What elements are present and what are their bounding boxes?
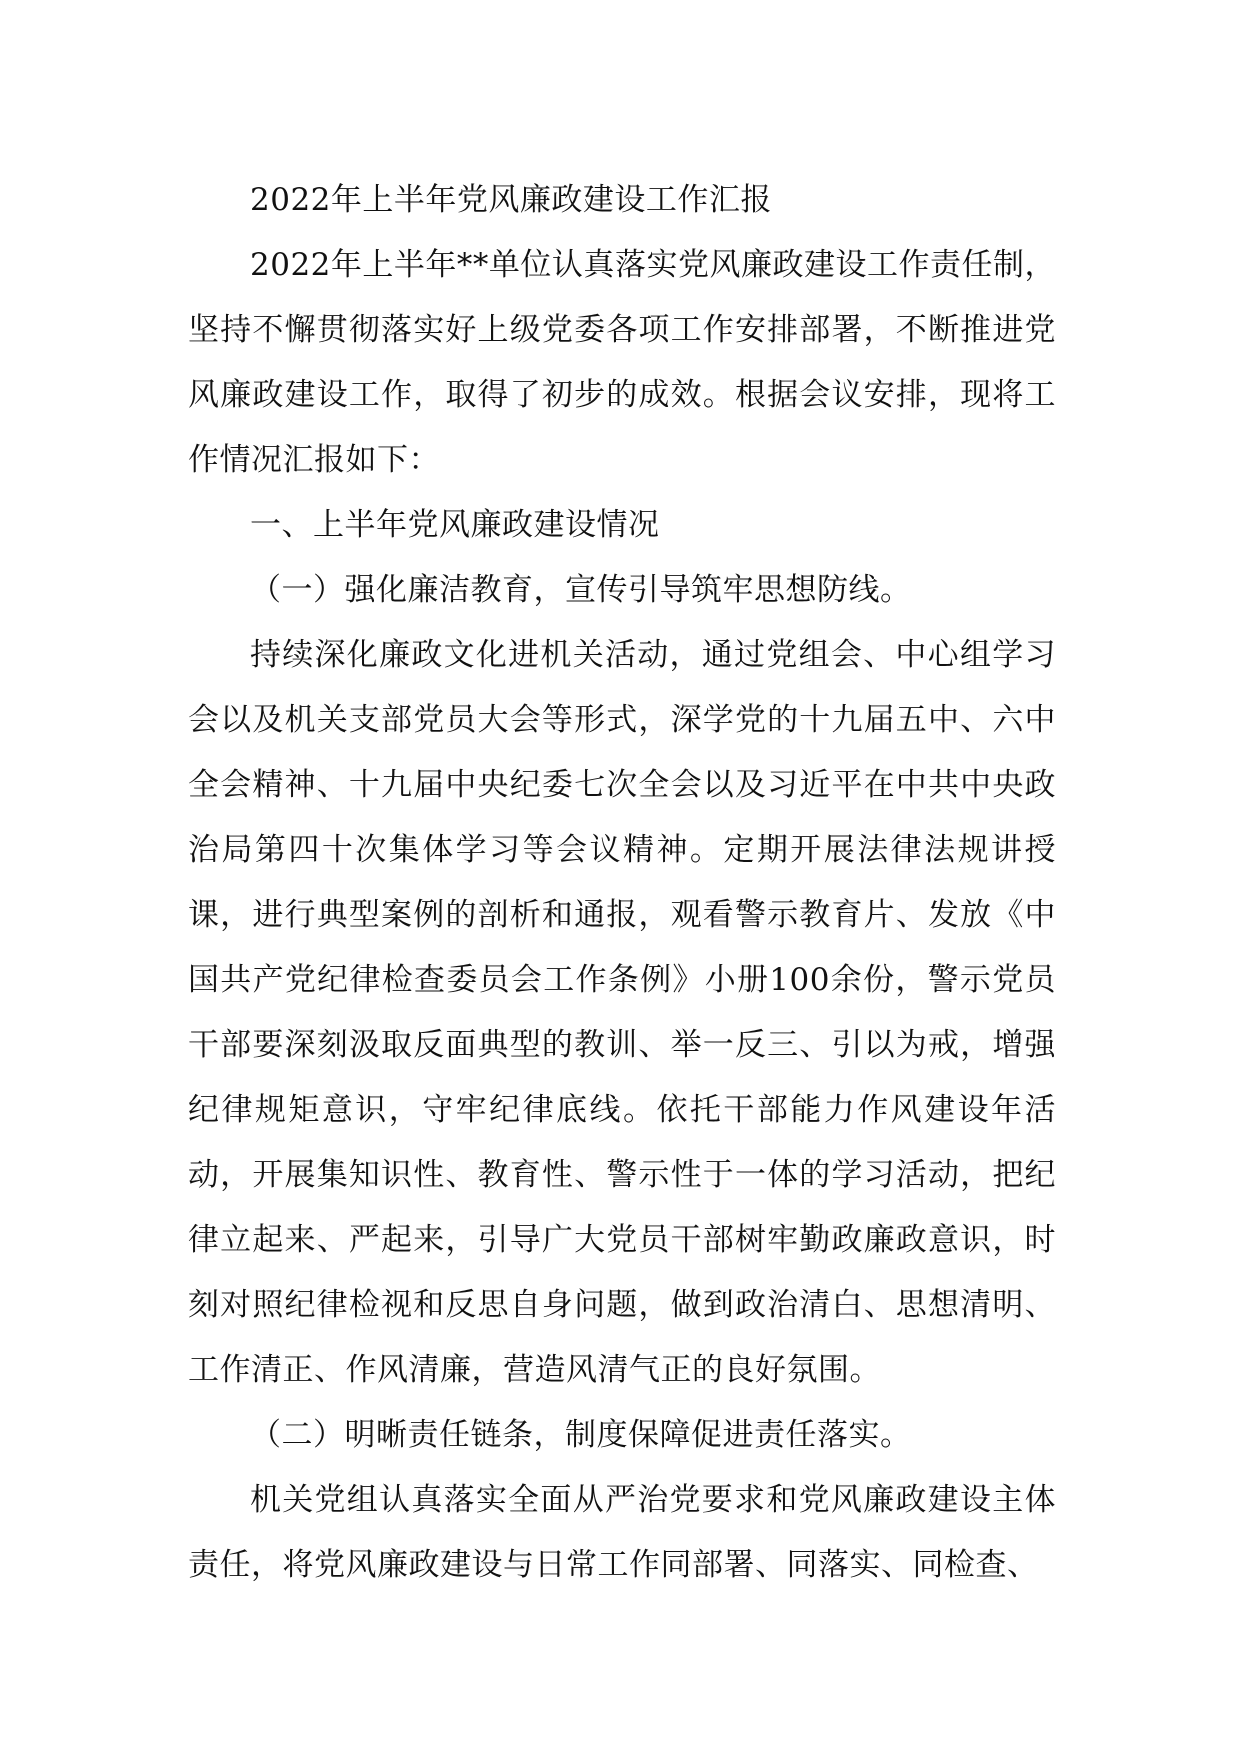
section-heading-1: 一、上半年党风廉政建设情况 [250,507,660,543]
subsection-heading-2: （二）明晰责任链条，制度保障促进责任落实。 [250,1417,912,1453]
document-body [188,168,1056,1598]
subsection-body-1: 持续深化廉政文化进机关活动，通过党组会、中心组学习会以及机关支部党员大会等形式，深学党的十九届五中、六中全会精神、十九届中央纪委七次全会以及习近平在中共中央政治局第四十次集体学习等会议精神。定期开展法律法规讲授课，进行典型案例的剖析和通报，观看警示教育片、发放《中国共产党纪律检查委员会工作条例》小册100余份，警示党员干部要深刻汲取反面典型的教训、举一反三、引以为戒，增强纪律规矩意识，守牢纪律底线。依托干部能力作风建设年活动，开展集知识性、教育性、警示性于一体的学习活动，把纪律立起来、严起来，引导广大党员干部树牢勤政廉政意识，时刻对照纪律检视和反思自身问题，做到政治清白、思想清明、工作清正、作风清廉，营造风清气正的良好氛围。 [188,637,1056,1388]
subsection-heading-1: （一）强化廉洁教育，宣传引导筑牢思想防线。 [250,572,912,608]
subsection-body-2: 机关党组认真落实全面从严治党要求和党风廉政建设主体责任，将党风廉政建设与日常工作同部署、同落实、同检查、 [188,1482,1056,1583]
intro-paragraph: 2022年上半年**单位认真落实党风廉政建设工作责任制，坚持不懈贯彻落实好上级党委各项工作安排部署，不断推进党风廉政建设工作，取得了初步的成效。根据会议安排，现将工作情况汇报如下： [188,247,1056,478]
document-title: 2022年上半年党风廉政建设工作汇报 [250,182,772,218]
